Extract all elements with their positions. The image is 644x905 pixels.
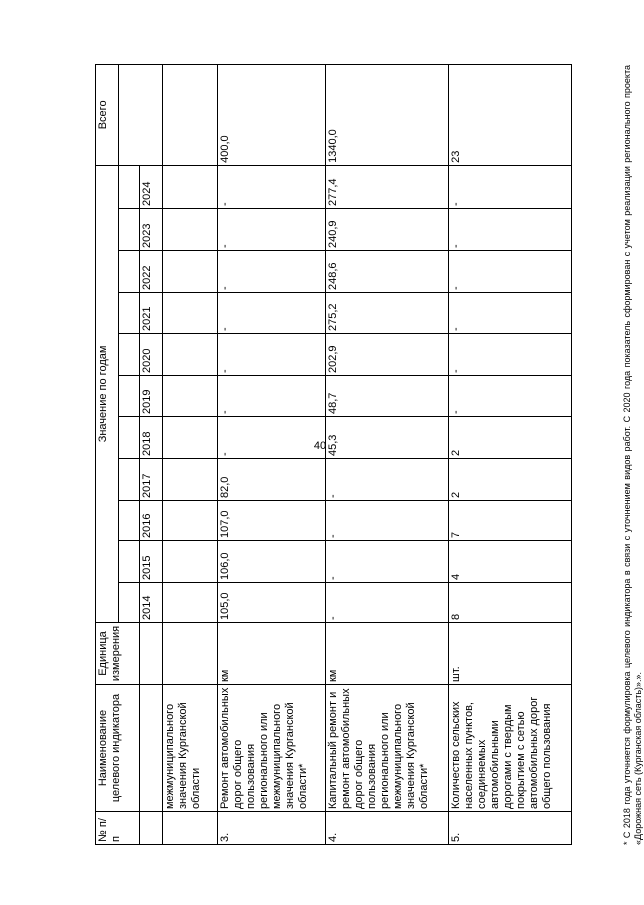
table-row [326, 64, 449, 844]
row-value: - [449, 376, 572, 417]
values-subheader-blank [119, 501, 140, 541]
row-value: 248,6 [326, 251, 449, 293]
total-subheader-blank [119, 64, 163, 165]
row-value [163, 541, 218, 583]
row-value: 48,7 [326, 376, 449, 417]
row-value: 82,0 [218, 459, 326, 501]
values-subheader-blank [119, 417, 140, 459]
row-name: Ремонт автомобильных дорог общего пользования регионального или межмуниципального значения Курганской области* [218, 685, 326, 812]
year-header: 2016 [140, 501, 163, 541]
row-unit: шт. [449, 623, 572, 685]
table-row [163, 64, 218, 844]
col-values-header: Значение по годам [96, 165, 119, 622]
row-value: - [218, 165, 326, 208]
rotated-content [95, 65, 643, 845]
row-total: 400,0 [218, 64, 326, 165]
row-value [163, 251, 218, 293]
values-subheader-blank [119, 541, 140, 583]
row-value: 277,4 [326, 165, 449, 208]
row-value: 4 [449, 541, 572, 583]
page-number: 40 [313, 440, 327, 452]
row-num [163, 812, 218, 845]
row-value: 105,0 [218, 583, 326, 623]
row-value: - [218, 251, 326, 293]
row-value: - [449, 293, 572, 334]
year-header: 2019 [140, 376, 163, 417]
year-header: 2022 [140, 251, 163, 293]
row-value: - [449, 209, 572, 251]
year-header: 2014 [140, 583, 163, 623]
indicators-table [95, 64, 572, 845]
row-value: 45,3 [326, 417, 449, 459]
values-subheader-blank [119, 165, 140, 208]
row-value: - [218, 209, 326, 251]
row-value: 240,9 [326, 209, 449, 251]
values-subheader-blank [119, 459, 140, 501]
row-unit: км [218, 623, 326, 685]
row-value [163, 334, 218, 376]
year-header: 2021 [140, 293, 163, 334]
row-value [163, 209, 218, 251]
row-name: Капитальный ремонт и ремонт автомобильных дорог общего пользования регионального или межмуниципального значения Курганской области* [326, 685, 449, 812]
row-value [163, 417, 218, 459]
row-unit [163, 623, 218, 685]
row-value [163, 583, 218, 623]
year-header: 2024 [140, 165, 163, 208]
row-value: 106,0 [218, 541, 326, 583]
row-num: 3. [218, 812, 326, 845]
row-value: - [449, 165, 572, 208]
row-value: 8 [449, 583, 572, 623]
row-value: - [326, 501, 449, 541]
header-blank-cell [140, 812, 163, 845]
year-header: 2015 [140, 541, 163, 583]
values-subheader-blank [119, 583, 140, 623]
values-subheader-blank [119, 334, 140, 376]
row-value [163, 165, 218, 208]
row-total: 1340,0 [326, 64, 449, 165]
header-row-1 [96, 64, 119, 844]
row-name: межмуниципального значения Курганской области [163, 685, 218, 812]
year-header: 2018 [140, 417, 163, 459]
header-blank-cell [140, 685, 163, 812]
row-num: 5. [449, 812, 572, 845]
row-value [163, 459, 218, 501]
row-value: - [449, 334, 572, 376]
row-value: 107,0 [218, 501, 326, 541]
row-value: - [218, 417, 326, 459]
row-value: 2 [449, 417, 572, 459]
row-value: 275,2 [326, 293, 449, 334]
row-total [163, 64, 218, 165]
row-num: 4. [326, 812, 449, 845]
year-header: 2020 [140, 334, 163, 376]
header-row-years [140, 64, 163, 844]
row-value: - [218, 293, 326, 334]
col-unit-header: Единица измерения [96, 623, 140, 685]
col-name-header: Наименование целевого индикатора [96, 685, 140, 812]
table-row [449, 64, 572, 844]
header-blank-cell [140, 623, 163, 685]
row-value: 202,9 [326, 334, 449, 376]
values-subheader-blank [119, 209, 140, 251]
row-value: - [326, 459, 449, 501]
footnote: * С 2018 года уточняется формулировка целевого индикатора в связи с уточнением видов работ. С 2020 года показатель сформирован с учетом реализации регионального проекта «Дорожная сеть (Курганская область)».». [622, 65, 643, 845]
row-unit: км [326, 623, 449, 685]
row-name: Количество сельских населенных пунктов, соединяемых автомобильными дорогами с твердым покрытием с сетью автомобильных дорог общего пользования [449, 685, 572, 812]
values-subheader-blank [119, 251, 140, 293]
row-value: - [218, 376, 326, 417]
values-subheader-blank [119, 293, 140, 334]
col-total-header: Всего [96, 64, 119, 165]
row-total: 23 [449, 64, 572, 165]
row-value: - [218, 334, 326, 376]
row-value [163, 376, 218, 417]
values-subheader-blank [119, 376, 140, 417]
row-value [163, 501, 218, 541]
row-value: - [449, 251, 572, 293]
table-row [218, 64, 326, 844]
row-value: 7 [449, 501, 572, 541]
year-header: 2017 [140, 459, 163, 501]
row-value: - [326, 541, 449, 583]
year-header: 2023 [140, 209, 163, 251]
row-value: - [326, 583, 449, 623]
row-value: 2 [449, 459, 572, 501]
row-value [163, 293, 218, 334]
col-num-header: № п/п [96, 812, 140, 845]
